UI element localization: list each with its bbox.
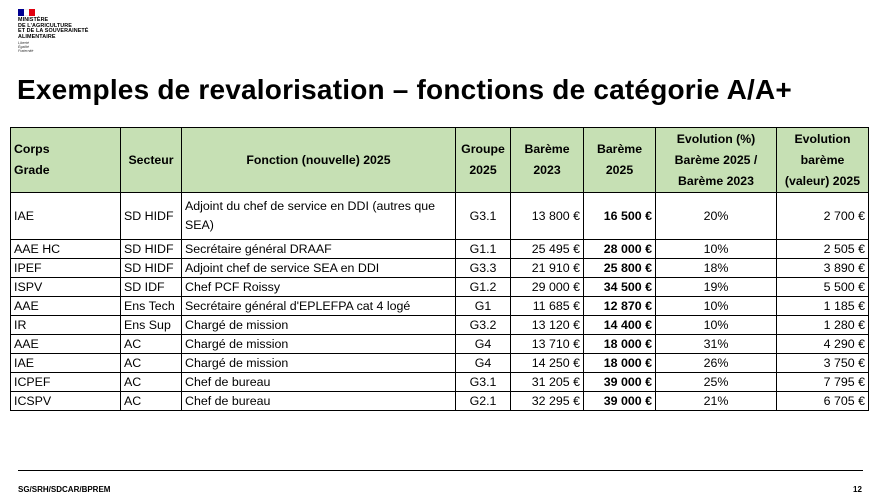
cell-groupe: G3.1 [456, 373, 511, 392]
table-row [11, 316, 869, 335]
cell-corps: ICPEF [11, 373, 121, 392]
cell-groupe: G2.1 [456, 392, 511, 411]
cell-groupe: G4 [456, 354, 511, 373]
cell-evolution-valeur: 3 890 € [777, 259, 869, 278]
cell-bareme-2023: 11 685 € [511, 297, 584, 316]
cell-corps: IAE [11, 354, 121, 373]
table-row [11, 392, 869, 411]
cell-secteur: SD IDF [121, 278, 182, 297]
cell-fonction: Chef de bureau [182, 392, 456, 411]
cell-evolution-valeur: 2 700 € [777, 193, 869, 240]
table-row [11, 259, 869, 278]
header-fonction: Fonction (nouvelle) 2025 [182, 128, 456, 193]
cell-evolution-valeur: 1 280 € [777, 316, 869, 335]
cell-corps: IR [11, 316, 121, 335]
french-flag-icon [18, 9, 35, 16]
cell-evolution-valeur: 2 505 € [777, 240, 869, 259]
header-secteur: Secteur [121, 128, 182, 193]
cell-corps: AAE HC [11, 240, 121, 259]
cell-corps: ISPV [11, 278, 121, 297]
cell-fonction: Chef PCF Roissy [182, 278, 456, 297]
table-header-row [11, 128, 869, 193]
cell-secteur: SD HIDF [121, 259, 182, 278]
cell-fonction: Secrétaire général d'EPLEFPA cat 4 logé [182, 297, 456, 316]
cell-fonction: Adjoint du chef de service en DDI (autres que SEA) [182, 193, 456, 240]
cell-bareme-2023: 13 120 € [511, 316, 584, 335]
cell-bareme-2023: 14 250 € [511, 354, 584, 373]
header-bareme-2025: Barème 2025 [584, 128, 656, 193]
ministry-name: MINISTÈRE DE L'AGRICULTURE ET DE LA SOUVERAINETÉ ALIMENTAIRE [18, 17, 89, 40]
cell-secteur: AC [121, 373, 182, 392]
republic-motto: Liberté Égalité Fraternité [18, 41, 34, 54]
cell-bareme-2025: 12 870 € [584, 297, 656, 316]
cell-bareme-2023: 32 295 € [511, 392, 584, 411]
cell-secteur: AC [121, 354, 182, 373]
cell-secteur: SD HIDF [121, 240, 182, 259]
cell-fonction: Chef de bureau [182, 373, 456, 392]
table-row [11, 240, 869, 259]
cell-evolution-valeur: 3 750 € [777, 354, 869, 373]
cell-bareme-2023: 13 800 € [511, 193, 584, 240]
cell-fonction: Adjoint chef de service SEA en DDI [182, 259, 456, 278]
revalorisation-table [10, 127, 869, 411]
cell-bareme-2025: 25 800 € [584, 259, 656, 278]
cell-evolution-pct: 10% [656, 240, 777, 259]
cell-bareme-2025: 34 500 € [584, 278, 656, 297]
cell-bareme-2023: 21 910 € [511, 259, 584, 278]
cell-bareme-2025: 14 400 € [584, 316, 656, 335]
cell-secteur: AC [121, 335, 182, 354]
cell-fonction: Chargé de mission [182, 354, 456, 373]
cell-corps: IPEF [11, 259, 121, 278]
header-corps: Corps Grade [11, 128, 121, 193]
cell-bareme-2023: 29 000 € [511, 278, 584, 297]
cell-evolution-valeur: 5 500 € [777, 278, 869, 297]
cell-corps: IAE [11, 193, 121, 240]
cell-groupe: G1.2 [456, 278, 511, 297]
cell-corps: AAE [11, 335, 121, 354]
footer-divider [18, 470, 863, 471]
cell-bareme-2025: 28 000 € [584, 240, 656, 259]
cell-evolution-pct: 19% [656, 278, 777, 297]
cell-secteur: AC [121, 392, 182, 411]
cell-groupe: G3.2 [456, 316, 511, 335]
footer-service-reference: SG/SRH/SDCAR/BPREM [18, 485, 111, 494]
cell-bareme-2023: 31 205 € [511, 373, 584, 392]
cell-evolution-pct: 26% [656, 354, 777, 373]
cell-secteur: Ens Tech [121, 297, 182, 316]
cell-corps: AAE [11, 297, 121, 316]
table-row [11, 297, 869, 316]
cell-fonction: Secrétaire général DRAAF [182, 240, 456, 259]
cell-evolution-valeur: 1 185 € [777, 297, 869, 316]
cell-evolution-pct: 18% [656, 259, 777, 278]
cell-bareme-2023: 25 495 € [511, 240, 584, 259]
cell-evolution-pct: 25% [656, 373, 777, 392]
header-bareme-2023: Barème 2023 [511, 128, 584, 193]
cell-bareme-2025: 18 000 € [584, 354, 656, 373]
cell-evolution-pct: 20% [656, 193, 777, 240]
cell-corps: ICSPV [11, 392, 121, 411]
cell-evolution-pct: 31% [656, 335, 777, 354]
table-row [11, 335, 869, 354]
table-row [11, 278, 869, 297]
ministry-logo [18, 9, 128, 54]
header-evolution-valeur: Evolution barème (valeur) 2025 [777, 128, 869, 193]
page-number: 12 [853, 485, 862, 494]
table-row [11, 354, 869, 373]
table-row [11, 373, 869, 392]
cell-groupe: G3.1 [456, 193, 511, 240]
cell-groupe: G3.3 [456, 259, 511, 278]
cell-groupe: G4 [456, 335, 511, 354]
cell-secteur: SD HIDF [121, 193, 182, 240]
header-evolution-pct: Evolution (%) Barème 2025 / Barème 2023 [656, 128, 777, 193]
cell-bareme-2025: 16 500 € [584, 193, 656, 240]
cell-groupe: G1.1 [456, 240, 511, 259]
slide-title: Exemples de revalorisation – fonctions de catégorie A/A+ [17, 74, 792, 105]
cell-bareme-2023: 13 710 € [511, 335, 584, 354]
cell-secteur: Ens Sup [121, 316, 182, 335]
cell-fonction: Chargé de mission [182, 335, 456, 354]
cell-evolution-valeur: 7 795 € [777, 373, 869, 392]
cell-evolution-pct: 10% [656, 297, 777, 316]
cell-bareme-2025: 39 000 € [584, 392, 656, 411]
header-groupe: Groupe 2025 [456, 128, 511, 193]
cell-evolution-valeur: 6 705 € [777, 392, 869, 411]
cell-bareme-2025: 39 000 € [584, 373, 656, 392]
cell-evolution-pct: 21% [656, 392, 777, 411]
cell-evolution-pct: 10% [656, 316, 777, 335]
cell-fonction: Chargé de mission [182, 316, 456, 335]
cell-groupe: G1 [456, 297, 511, 316]
cell-bareme-2025: 18 000 € [584, 335, 656, 354]
cell-evolution-valeur: 4 290 € [777, 335, 869, 354]
table-row [11, 193, 869, 240]
